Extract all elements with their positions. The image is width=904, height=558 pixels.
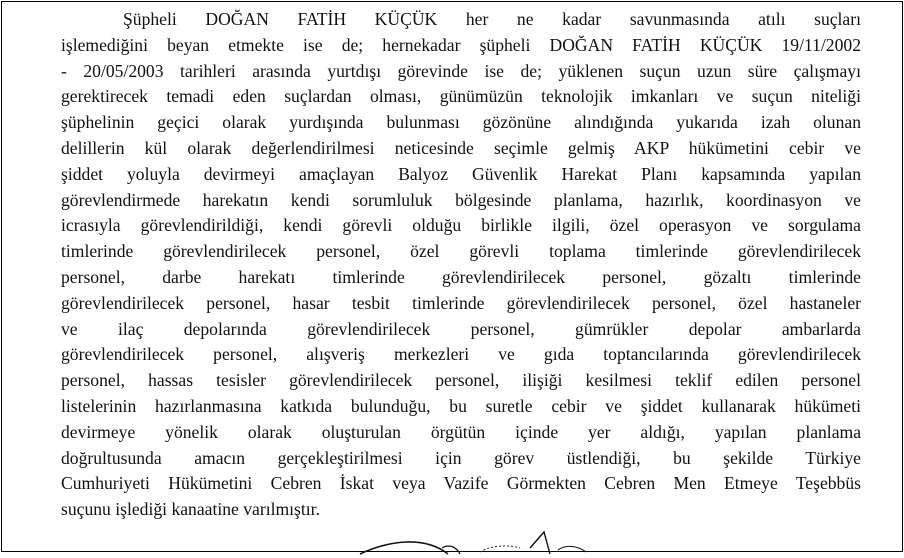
paragraph-line: doğrultusunda amacın gerçekleştirilmesi için görev üstlendiği, bu şekilde Türkiye — [61, 447, 861, 468]
document-body — [61, 7, 861, 523]
paragraph-line: şiddet yoluyla devirmeyi amaçlayan Balyoz Güvenlik Harekat Planı kapsamında yapılan — [61, 163, 861, 184]
paragraph-line: timlerinde görevlendirilecek personel, özel görevli toplama timlerinde görevlendirilecek — [61, 241, 861, 262]
paragraph-line: Cumhuriyeti Hükümetini Cebren İskat veya Vazife Görmekten Cebren Men Etmeye Teşebbüs — [61, 473, 861, 494]
paragraph-line: Şüpheli DOĞAN FATİH KÜÇÜK her ne kadar savunmasında atılı suçları — [123, 9, 861, 29]
paragraph-line: görevlendirilecek personel, alışveriş merkezleri ve gıda toptancılarında görevlendirilecek — [61, 344, 861, 365]
paragraph-line: işlemediğini beyan etmekte ise de; hernekadar şüpheli DOĞAN FATİH KÜÇÜK 19/11/2002 — [61, 34, 861, 55]
paragraph-line: personel, darbe harekatı timlerinde görevlendirilecek personel, gözaltı timlerinde — [61, 266, 861, 287]
signature-scribble — [330, 528, 650, 558]
paragraph-line: şüphelinin geçici olarak yurdışında bulunması gözönüne alındığında yukarıda izah olunan — [61, 112, 861, 133]
paragraph-line: listelerinin hazırlanmasına katkıda bulunduğu, bu suretle cebir ve şiddet kullanarak hükümeti — [61, 395, 861, 416]
paragraph-line: görevlendirmede harekatın kendi sorumluluk bölgesinde planlama, hazırlık, koordinasyon ve — [61, 189, 861, 210]
paragraph-line: devirmeye yönelik olarak oluşturulan örgütün içinde yer aldığı, yapılan planlama — [61, 421, 861, 442]
paragraph-line: gerektirecek temadi eden suçlardan olması, günümüzün teknolojik imkanları ve suçun niteliği — [61, 86, 861, 107]
paragraph-line: ve ilaç depolarında görevlendirilecek personel, gümrükler depolar ambarlarda — [61, 318, 861, 339]
document-frame — [1, 1, 903, 552]
paragraph-line: delillerin kül olarak değerlendirilmesi neticesinde seçimle gelmiş AKP hükümetini cebir ve — [61, 137, 861, 158]
paragraph-line: suçunu işlediği kanaatine varılmıştır. — [61, 499, 320, 520]
paragraph-line: icrasıyla görevlendirildiği, kendi görevli olduğu birlikle ilgili, özel operasyon ve sorgulama — [61, 215, 861, 236]
paragraph-line: personel, hassas tesisler görevlendirilecek personel, ilişiği kesilmesi teklif edilen personel — [61, 370, 861, 391]
paragraph-line: - 20/05/2003 tarihleri arasında yurtdışı görevinde ise de; yüklenen suçun uzun süre çalışmayı — [61, 60, 861, 81]
paragraph-line: görevlendirilecek personel, hasar tesbit timlerinde görevlendirilecek personel, özel hastaneler — [61, 292, 861, 313]
